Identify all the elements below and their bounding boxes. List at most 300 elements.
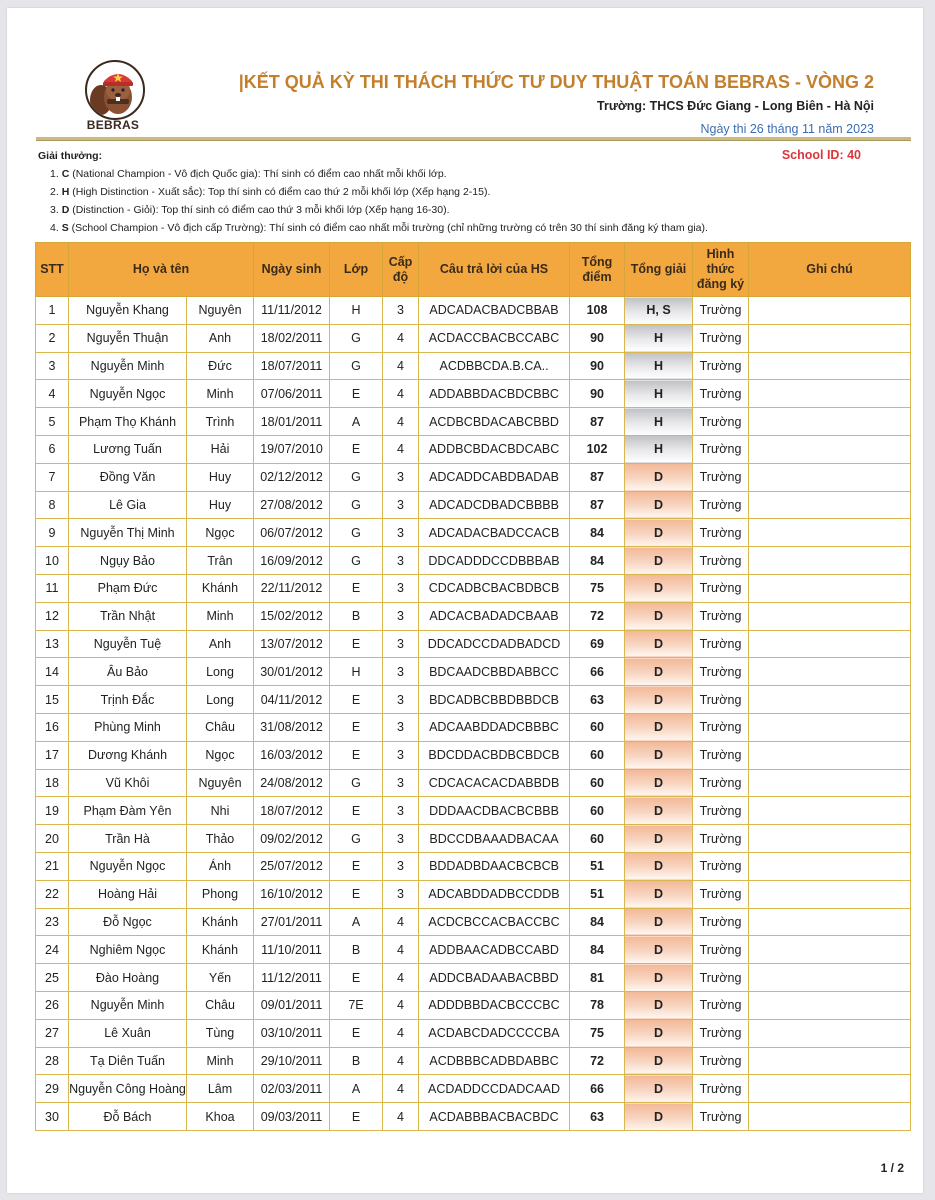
cell-stt: 25: [36, 964, 69, 992]
cell-dob: 09/03/2011: [254, 1103, 330, 1131]
cell-stt: 8: [36, 491, 69, 519]
cell-award: H: [625, 408, 693, 436]
cell-last: Huy: [187, 491, 254, 519]
cell-note: [749, 630, 911, 658]
cell-stt: 2: [36, 324, 69, 352]
cell-level: 3: [383, 825, 419, 853]
cell-first: Đỗ Bách: [69, 1103, 187, 1131]
cell-stt: 6: [36, 435, 69, 463]
cell-first: Tạ Diên Tuấn: [69, 1047, 187, 1075]
cell-class: B: [330, 936, 383, 964]
cell-award: D: [625, 797, 693, 825]
cell-note: [749, 686, 911, 714]
cell-last: Nguyên: [187, 297, 254, 325]
cell-last: Trân: [187, 547, 254, 575]
cell-note: [749, 519, 911, 547]
cell-score: 60: [570, 825, 625, 853]
cell-first: Vũ Khôi: [69, 769, 187, 797]
cell-answers: ACDBBCDA.B.CA..: [419, 352, 570, 380]
cell-reg: Trường: [693, 769, 749, 797]
cell-level: 4: [383, 408, 419, 436]
cell-score: 90: [570, 352, 625, 380]
cell-note: [749, 713, 911, 741]
cell-answers: ACDABBBACBACBDC: [419, 1103, 570, 1131]
cell-level: 3: [383, 769, 419, 797]
header-divider: [36, 137, 911, 141]
table-row: [36, 352, 911, 380]
cell-reg: Trường: [693, 574, 749, 602]
cell-first: Đồng Văn: [69, 463, 187, 491]
cell-class: E: [330, 713, 383, 741]
cell-first: Âu Bảo: [69, 658, 187, 686]
cell-level: 3: [383, 686, 419, 714]
beaver-icon: [85, 60, 145, 120]
cell-award: D: [625, 825, 693, 853]
table-row: [36, 1103, 911, 1131]
cell-reg: Trường: [693, 797, 749, 825]
cell-class: E: [330, 380, 383, 408]
cell-level: 4: [383, 936, 419, 964]
cell-answers: ADDBAACADBCCABD: [419, 936, 570, 964]
cell-answers: BDCDDACBDBCBDCB: [419, 741, 570, 769]
col-stt: STT: [36, 243, 69, 297]
cell-answers: ACDADDCCDADCAAD: [419, 1075, 570, 1103]
cell-dob: 06/07/2012: [254, 519, 330, 547]
school-name: Trường: THCS Đức Giang - Long Biên - Hà Nội: [597, 99, 874, 113]
cell-note: [749, 852, 911, 880]
cell-reg: Trường: [693, 1047, 749, 1075]
cell-answers: ADCAABDDADCBBBC: [419, 713, 570, 741]
cell-answers: BDCAADCBBDABBCC: [419, 658, 570, 686]
table-row: [36, 1047, 911, 1075]
cell-reg: Trường: [693, 936, 749, 964]
cell-level: 4: [383, 324, 419, 352]
table-row: [36, 964, 911, 992]
cell-stt: 20: [36, 825, 69, 853]
cell-level: 4: [383, 991, 419, 1019]
cell-level: 3: [383, 519, 419, 547]
cell-stt: 18: [36, 769, 69, 797]
cell-reg: Trường: [693, 1019, 749, 1047]
table-row: [36, 408, 911, 436]
cell-reg: Trường: [693, 741, 749, 769]
table-row: [36, 991, 911, 1019]
logo-text: BEBRAS: [86, 118, 140, 132]
cell-stt: 21: [36, 852, 69, 880]
cell-answers: ADCADCDBADCBBBB: [419, 491, 570, 519]
cell-award: D: [625, 658, 693, 686]
cell-note: [749, 1103, 911, 1131]
cell-level: 3: [383, 547, 419, 575]
cell-answers: ADDBCBDACBDCABC: [419, 435, 570, 463]
cell-award: D: [625, 741, 693, 769]
cell-dob: 27/01/2011: [254, 908, 330, 936]
cell-class: E: [330, 1103, 383, 1131]
cell-dob: 22/11/2012: [254, 574, 330, 602]
cell-score: 51: [570, 852, 625, 880]
cell-note: [749, 908, 911, 936]
cell-award: D: [625, 1103, 693, 1131]
table-row: [36, 380, 911, 408]
table-row: [36, 908, 911, 936]
cell-award: H: [625, 380, 693, 408]
cell-reg: Trường: [693, 297, 749, 325]
cell-dob: 11/11/2012: [254, 297, 330, 325]
cell-score: 66: [570, 658, 625, 686]
table-row: [36, 297, 911, 325]
cell-reg: Trường: [693, 658, 749, 686]
cell-award: D: [625, 547, 693, 575]
table-row: [36, 1075, 911, 1103]
cell-class: E: [330, 852, 383, 880]
cell-last: Hải: [187, 435, 254, 463]
cell-level: 3: [383, 713, 419, 741]
cell-reg: Trường: [693, 324, 749, 352]
cell-level: 3: [383, 658, 419, 686]
cell-award: D: [625, 908, 693, 936]
cell-class: E: [330, 686, 383, 714]
cell-stt: 29: [36, 1075, 69, 1103]
cell-class: G: [330, 825, 383, 853]
cell-dob: 18/02/2011: [254, 324, 330, 352]
table-row: [36, 435, 911, 463]
cell-level: 3: [383, 630, 419, 658]
cell-stt: 12: [36, 602, 69, 630]
cell-note: [749, 991, 911, 1019]
cell-dob: 27/08/2012: [254, 491, 330, 519]
cell-stt: 28: [36, 1047, 69, 1075]
cell-reg: Trường: [693, 1075, 749, 1103]
cell-level: 4: [383, 964, 419, 992]
cell-score: 60: [570, 797, 625, 825]
cell-class: G: [330, 491, 383, 519]
table-row: [36, 630, 911, 658]
page-number: 1 / 2: [880, 1161, 904, 1175]
cell-level: 3: [383, 491, 419, 519]
cell-level: 3: [383, 463, 419, 491]
cell-first: Nguyễn Tuệ: [69, 630, 187, 658]
cell-reg: Trường: [693, 463, 749, 491]
cell-stt: 4: [36, 380, 69, 408]
cell-note: [749, 408, 911, 436]
cell-dob: 15/02/2012: [254, 602, 330, 630]
cell-last: Lâm: [187, 1075, 254, 1103]
cell-level: 4: [383, 1103, 419, 1131]
table-row: [36, 574, 911, 602]
cell-note: [749, 880, 911, 908]
cell-dob: 16/03/2012: [254, 741, 330, 769]
cell-reg: Trường: [693, 408, 749, 436]
cell-answers: BDCADBCBBDBBDCB: [419, 686, 570, 714]
cell-dob: 03/10/2011: [254, 1019, 330, 1047]
cell-last: Khánh: [187, 908, 254, 936]
cell-stt: 9: [36, 519, 69, 547]
cell-dob: 16/10/2012: [254, 880, 330, 908]
cell-score: 84: [570, 936, 625, 964]
cell-last: Long: [187, 686, 254, 714]
cell-note: [749, 936, 911, 964]
cell-last: Phong: [187, 880, 254, 908]
cell-score: 63: [570, 686, 625, 714]
cell-stt: 23: [36, 908, 69, 936]
cell-answers: ADCADACBADCBBAB: [419, 297, 570, 325]
table-row: [36, 936, 911, 964]
cell-award: D: [625, 1075, 693, 1103]
cell-level: 4: [383, 380, 419, 408]
cell-award: H: [625, 435, 693, 463]
cell-award: D: [625, 991, 693, 1019]
cell-first: Hoàng Hải: [69, 880, 187, 908]
cell-last: Minh: [187, 380, 254, 408]
cell-award: H: [625, 352, 693, 380]
cell-score: 60: [570, 769, 625, 797]
cell-last: Ánh: [187, 852, 254, 880]
cell-last: Anh: [187, 324, 254, 352]
cell-answers: ADDCBADAABACBBD: [419, 964, 570, 992]
cell-last: Tùng: [187, 1019, 254, 1047]
cell-answers: DDDAACDBACBCBBB: [419, 797, 570, 825]
cell-score: 66: [570, 1075, 625, 1103]
cell-last: Anh: [187, 630, 254, 658]
awards-title: Giải thưởng:: [38, 150, 103, 162]
cell-award: D: [625, 769, 693, 797]
cell-last: Khánh: [187, 574, 254, 602]
cell-note: [749, 324, 911, 352]
cell-reg: Trường: [693, 602, 749, 630]
cell-class: B: [330, 602, 383, 630]
cell-dob: 09/02/2012: [254, 825, 330, 853]
cell-answers: BDDADBDAACBCBCB: [419, 852, 570, 880]
cell-award: D: [625, 1047, 693, 1075]
cell-class: A: [330, 1075, 383, 1103]
cell-last: Huy: [187, 463, 254, 491]
school-id: School ID: 40: [781, 148, 861, 162]
cell-stt: 16: [36, 713, 69, 741]
cell-dob: 19/07/2010: [254, 435, 330, 463]
cell-stt: 7: [36, 463, 69, 491]
cell-first: Nguyễn Ngọc: [69, 852, 187, 880]
cell-level: 4: [383, 908, 419, 936]
table-row: [36, 741, 911, 769]
col-level: Cấp độ: [383, 243, 419, 297]
cell-dob: 11/10/2011: [254, 936, 330, 964]
cell-score: 75: [570, 574, 625, 602]
cell-answers: BDCCDBAAADBACAA: [419, 825, 570, 853]
cell-score: 84: [570, 547, 625, 575]
cell-class: G: [330, 463, 383, 491]
cell-reg: Trường: [693, 630, 749, 658]
cell-first: Nguyễn Khang: [69, 297, 187, 325]
cell-stt: 1: [36, 297, 69, 325]
cell-stt: 22: [36, 880, 69, 908]
cell-score: 72: [570, 602, 625, 630]
cell-level: 3: [383, 852, 419, 880]
cell-answers: ACDACCBACBCCABC: [419, 324, 570, 352]
cell-note: [749, 658, 911, 686]
cell-note: [749, 1047, 911, 1075]
results-body: [36, 297, 911, 1131]
cell-last: Trình: [187, 408, 254, 436]
table-row: [36, 852, 911, 880]
cell-first: Nguyễn Công Hoàng: [69, 1075, 187, 1103]
cell-level: 4: [383, 435, 419, 463]
cell-dob: 07/06/2011: [254, 380, 330, 408]
cell-first: Nguyễn Minh: [69, 352, 187, 380]
cell-reg: Trường: [693, 964, 749, 992]
cell-answers: CDCACACACDABBDB: [419, 769, 570, 797]
cell-dob: 04/11/2012: [254, 686, 330, 714]
results-table: [35, 242, 911, 1131]
cell-score: 84: [570, 519, 625, 547]
cell-level: 3: [383, 880, 419, 908]
cell-dob: 18/01/2011: [254, 408, 330, 436]
cell-class: E: [330, 741, 383, 769]
cell-answers: ACDCBCCACBACCBC: [419, 908, 570, 936]
award-item: 3. D (Distinction - Giỏi): Top thí sinh có điểm cao thứ 3 mỗi khối lớp (Xếp hạng 16-30).: [50, 204, 450, 216]
bebras-logo: [79, 60, 147, 138]
cell-last: Minh: [187, 602, 254, 630]
cell-reg: Trường: [693, 435, 749, 463]
cell-reg: Trường: [693, 686, 749, 714]
cell-dob: 02/12/2012: [254, 463, 330, 491]
cell-first: Nguyễn Ngọc: [69, 380, 187, 408]
cell-level: 3: [383, 297, 419, 325]
cell-reg: Trường: [693, 380, 749, 408]
cell-reg: Trường: [693, 852, 749, 880]
cell-first: Đỗ Ngọc: [69, 908, 187, 936]
cell-reg: Trường: [693, 352, 749, 380]
table-row: [36, 769, 911, 797]
award-item: 1. C (National Champion - Vô địch Quốc gia): Thí sinh có điểm cao nhất mỗi khối lớp.: [50, 168, 447, 180]
cell-class: H: [330, 297, 383, 325]
cell-reg: Trường: [693, 491, 749, 519]
cell-last: Nguyên: [187, 769, 254, 797]
cell-award: D: [625, 491, 693, 519]
cell-stt: 10: [36, 547, 69, 575]
cell-last: Yến: [187, 964, 254, 992]
cell-award: D: [625, 574, 693, 602]
cell-last: Châu: [187, 713, 254, 741]
cell-answers: DDCADDDCCDBBBAB: [419, 547, 570, 575]
cell-first: Nguyễn Minh: [69, 991, 187, 1019]
cell-score: 60: [570, 713, 625, 741]
cell-note: [749, 1019, 911, 1047]
cell-score: 69: [570, 630, 625, 658]
cell-last: Ngọc: [187, 741, 254, 769]
cell-class: B: [330, 1047, 383, 1075]
cell-note: [749, 602, 911, 630]
cell-score: 60: [570, 741, 625, 769]
cell-first: Phạm Thọ Khánh: [69, 408, 187, 436]
cell-note: [749, 741, 911, 769]
cell-award: D: [625, 630, 693, 658]
cell-stt: 11: [36, 574, 69, 602]
cell-level: 4: [383, 1019, 419, 1047]
award-item: 4. S (School Champion - Vô địch cấp Trường): Thí sinh có điểm cao nhất mỗi trường (chỉ những trường có trên 30 thí sinh đăng ký tham gia).: [50, 222, 708, 234]
cell-note: [749, 547, 911, 575]
cell-answers: ADCACBADADCBAAB: [419, 602, 570, 630]
cell-score: 87: [570, 491, 625, 519]
cell-dob: 18/07/2011: [254, 352, 330, 380]
cell-award: D: [625, 463, 693, 491]
cell-stt: 13: [36, 630, 69, 658]
cell-dob: 24/08/2012: [254, 769, 330, 797]
cell-note: [749, 380, 911, 408]
cell-answers: DDCADCCDADBADCD: [419, 630, 570, 658]
cell-award: H: [625, 324, 693, 352]
cell-first: Phạm Đàm Yên: [69, 797, 187, 825]
cell-level: 3: [383, 797, 419, 825]
cell-stt: 24: [36, 936, 69, 964]
cell-stt: 27: [36, 1019, 69, 1047]
cell-answers: ACDBBBCADBDABBC: [419, 1047, 570, 1075]
cell-last: Thảo: [187, 825, 254, 853]
cell-score: 102: [570, 435, 625, 463]
cell-last: Khánh: [187, 936, 254, 964]
cell-first: Dương Khánh: [69, 741, 187, 769]
cell-class: E: [330, 880, 383, 908]
cell-level: 4: [383, 352, 419, 380]
cell-last: Long: [187, 658, 254, 686]
cell-class: E: [330, 574, 383, 602]
cell-stt: 5: [36, 408, 69, 436]
cell-first: Phạm Đức: [69, 574, 187, 602]
cell-score: 78: [570, 991, 625, 1019]
cell-score: 84: [570, 908, 625, 936]
cell-class: G: [330, 352, 383, 380]
awards-list: [50, 165, 708, 237]
cell-note: [749, 435, 911, 463]
cell-dob: 02/03/2011: [254, 1075, 330, 1103]
cell-first: Nguyễn Thị Minh: [69, 519, 187, 547]
cell-reg: Trường: [693, 991, 749, 1019]
cell-score: 90: [570, 380, 625, 408]
exam-date: Ngày thi 26 tháng 11 năm 2023: [700, 122, 874, 136]
cell-last: Đức: [187, 352, 254, 380]
cell-score: 51: [570, 880, 625, 908]
cell-level: 3: [383, 574, 419, 602]
cell-answers: ADDABBDACBDCBBC: [419, 380, 570, 408]
cell-award: D: [625, 602, 693, 630]
cell-score: 90: [570, 324, 625, 352]
table-row: [36, 686, 911, 714]
cell-score: 63: [570, 1103, 625, 1131]
cell-class: G: [330, 547, 383, 575]
table-row: [36, 797, 911, 825]
cell-level: 3: [383, 741, 419, 769]
cell-answers: ACDBCBDACABCBBD: [419, 408, 570, 436]
cell-dob: 30/01/2012: [254, 658, 330, 686]
table-row: [36, 519, 911, 547]
cell-dob: 29/10/2011: [254, 1047, 330, 1075]
cell-note: [749, 964, 911, 992]
cell-dob: 09/01/2011: [254, 991, 330, 1019]
table-row: [36, 324, 911, 352]
cell-award: D: [625, 936, 693, 964]
table-header: [36, 243, 911, 297]
cell-reg: Trường: [693, 519, 749, 547]
table-row: [36, 1019, 911, 1047]
cell-reg: Trường: [693, 825, 749, 853]
cell-dob: 16/09/2012: [254, 547, 330, 575]
cell-reg: Trường: [693, 880, 749, 908]
cell-stt: 14: [36, 658, 69, 686]
cell-award: D: [625, 964, 693, 992]
cell-award: D: [625, 1019, 693, 1047]
cell-stt: 19: [36, 797, 69, 825]
cell-answers: ADDDBBDACBCCCBC: [419, 991, 570, 1019]
cell-note: [749, 297, 911, 325]
